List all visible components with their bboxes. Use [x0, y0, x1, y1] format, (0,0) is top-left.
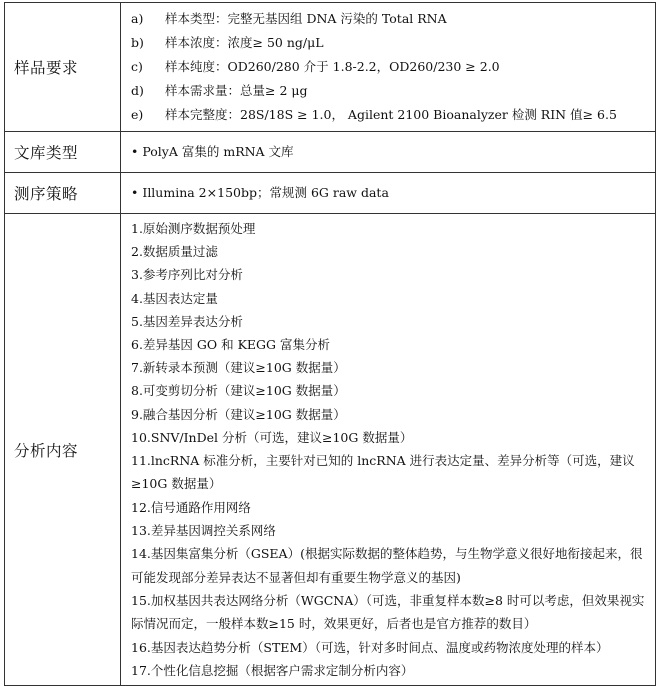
requirement-text: 样本类型：完整无基因组 DNA 污染的 Total RNA — [165, 11, 447, 26]
analysis-item: 9.融合基因分析（建议≥10G 数据量） — [131, 406, 346, 422]
analysis-item: 3.参考序列比对分析 — [131, 267, 243, 283]
analysis-item: 15.加权基因共表达网络分析（WGCNA）（可选，非重复样本数≥8 时可以考虑，但效果视实际情况而定，一般样本数≥15 时，效果更好，后者也是官方推荐的数目） — [131, 593, 645, 632]
requirement-letter: a) — [131, 11, 144, 26]
analysis-item: 10.SNV/InDel 分析（可选，建议≥10G 数据量） — [131, 429, 413, 445]
bullet-icon: • — [131, 185, 139, 200]
analysis-item: 16.基因表达趋势分析（STEM）（可选，针对多时间点、温度或药物浓度处理的样本） — [131, 639, 609, 655]
requirement-letter: d) — [131, 83, 144, 98]
sample-requirements-label: 样品要求 — [5, 3, 121, 132]
requirement-letter: b) — [131, 35, 144, 50]
analysis-item: 12.信号通路作用网络 — [131, 499, 251, 515]
library-type-item — [131, 138, 649, 166]
analysis-content-label: 分析内容 — [5, 214, 121, 686]
sequencing-strategy-label: 测序策略 — [5, 173, 121, 214]
analysis-item: 4.基因表达定量 — [131, 290, 218, 306]
requirement-item — [131, 7, 649, 31]
analysis-item: 2.数据质量过滤 — [131, 244, 218, 260]
analysis-item: 6.差异基因 GO 和 KEGG 富集分析 — [131, 337, 330, 353]
analysis-item: 13.差异基因调控关系网络 — [131, 523, 276, 539]
library-type-cell — [121, 132, 656, 173]
sample-requirements-list — [121, 3, 656, 132]
analysis-item: 11.lncRNA 标准分析，主要针对已知的 lncRNA 进行表达定量、差异分析等（可选，建议≥10G 数据量） — [131, 453, 635, 492]
requirement-item — [131, 79, 649, 103]
library-type-row — [5, 132, 656, 173]
sequencing-strategy-item — [131, 179, 649, 207]
requirement-text: 样本完整度：28S/18S ≥ 1.0， Agilent 2100 Bioanalyzer 检测 RIN 值≥ 6.5 — [165, 107, 617, 122]
requirement-letter: c) — [131, 59, 143, 74]
analysis-item: 5.基因差异表达分析 — [131, 313, 243, 329]
sequencing-strategy-text: Illumina 2×150bp；常规测 6G raw data — [142, 185, 389, 200]
library-type-label: 文库类型 — [5, 132, 121, 173]
requirement-item — [131, 31, 649, 55]
requirement-letter: e) — [131, 107, 144, 122]
requirement-text: 样本纯度：OD260/280 介于 1.8-2.2，OD260/230 ≥ 2.0 — [165, 59, 500, 74]
analysis-item: 7.新转录本预测（建议≥10G 数据量） — [131, 360, 346, 376]
analysis-content-list — [121, 214, 656, 686]
sequencing-strategy-row — [5, 173, 656, 214]
library-type-text: PolyA 富集的 mRNA 文库 — [142, 144, 294, 159]
analysis-item: 17.个性化信息挖掘（根据客户需求定制分析内容） — [131, 663, 414, 679]
bullet-icon: • — [131, 144, 139, 159]
service-spec-table — [4, 2, 656, 686]
sequencing-strategy-cell — [121, 173, 656, 214]
sample-requirements-row — [5, 3, 656, 132]
analysis-item: 1.原始测序数据预处理 — [131, 221, 256, 236]
requirement-text: 样本需求量：总量≥ 2 μg — [165, 83, 308, 98]
requirement-text: 样本浓度：浓度≥ 50 ng/μL — [165, 35, 324, 50]
analysis-item: 14.基因集富集分析（GSEA）(根据实际数据的整体趋势，与生物学意义很好地衔接起来，很可能发现部分差异表达不显著但却有重要生物学意义的基因) — [131, 546, 643, 585]
analysis-item: 8.可变剪切分析（建议≥10G 数据量） — [131, 383, 346, 399]
requirement-item — [131, 103, 649, 127]
analysis-content-row — [5, 214, 656, 686]
requirement-item — [131, 55, 649, 79]
